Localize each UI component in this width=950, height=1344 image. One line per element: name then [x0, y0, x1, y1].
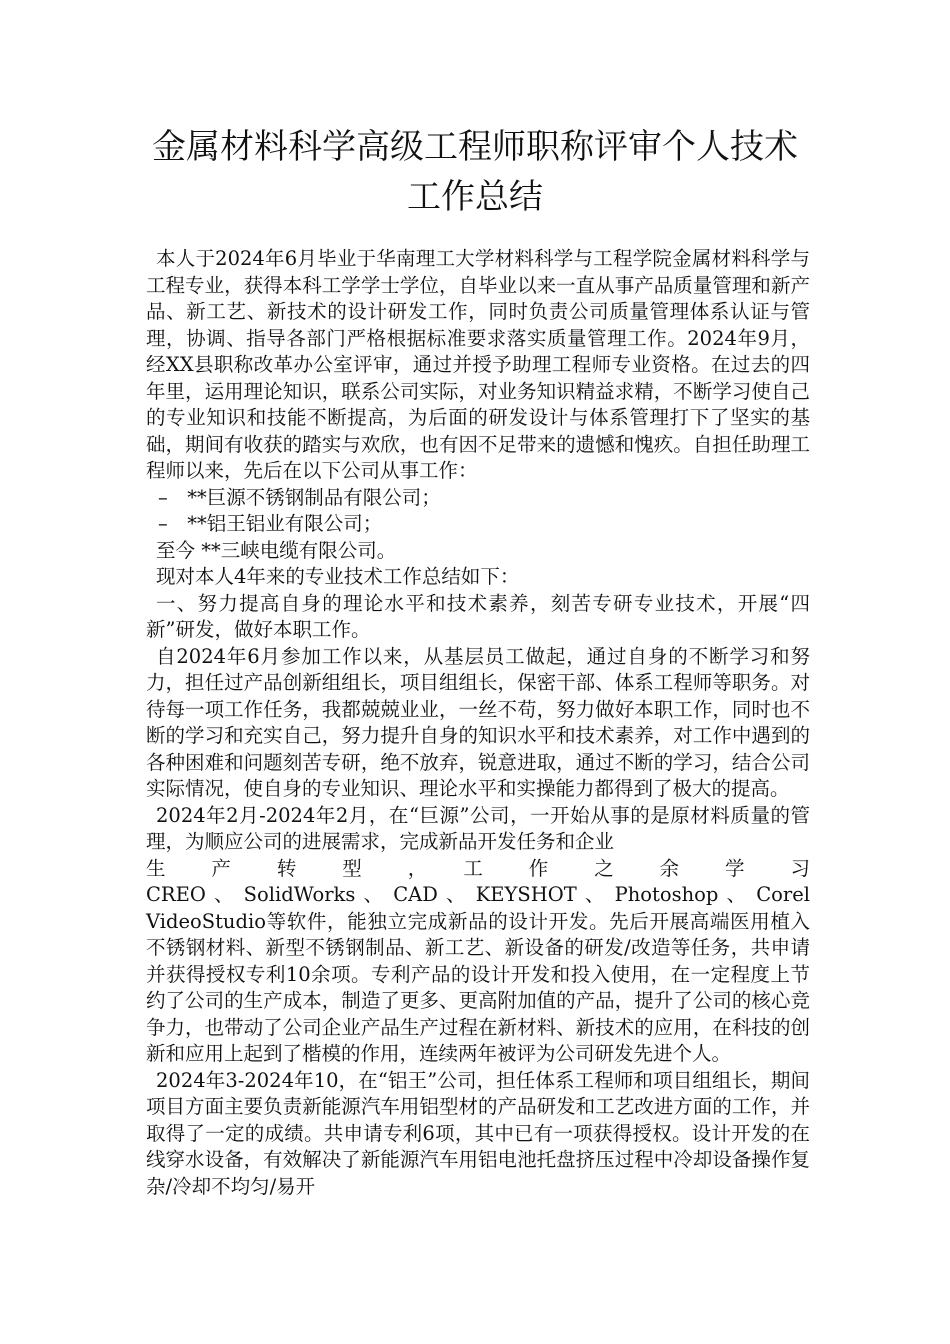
section-heading-1: 一、努力提高自身的理论水平和技术素养，刻苦专研专业技术，开展“四新”研发，做好本职工作。	[146, 591, 810, 641]
paragraph-work-since-2024: 自2024年6月参加工作以来，从基层员工做起，通过自身的不断学习和努力，担任过产品创新组组长，项目组组长，保密干部、体系工程师等职务。对待每一项工作任务，我都兢兢业业，一丝不苟，努力做好本职工作，同时也不断的学习和充实自己，努力提升自身的知识水平和技术素养，对工作中遇到的各种困难和问题刻苦专研，绝不放弃，锐意进取，通过不断的学习，结合公司实际情况，使自身的专业知识、理论水平和实操能力都得到了极大的提高。	[146, 644, 810, 800]
paragraph-intro: 本人于2024年6月毕业于华南理工大学材料科学与工程学院金属材料科学与工程专业，获得本科工学学士学位，自毕业以来一直从事产品质量管理和新产品、新工艺、新技术的设计研发工作，同时负责公司质量管理体系认证与管理，协调、指导各部门严格根据标准要求落实质量管理工作。2024年9月，经XX县职称改革办公室评审，通过并授予助理工程师专业资格。在过去的四年里，运用理论知识，联系公司实际，对业务知识精益求精，不断学习使自己的专业知识和技能不断提高，为后面的研发设计与体系管理打下了坚实的基础，期间有收获的踏实与欢欣，也有因不足带来的遗憾和愧疚。自担任助理工程师以来，先后在以下公司从事工作：	[146, 247, 810, 482]
paragraph-summary-lead: 现对本人4年来的专业技术工作总结如下：	[156, 565, 520, 588]
paragraph-juyuan-continued: VideoStudio等软件，能独立完成新品的设计开发。先后开展高端医用植入不锈钢材料、新型不锈钢制品、新工艺、新设备的研发/改造等任务，共申请并获得授权专利10余项。专利产品的设计开发和投入使用，在一定程度上节约了公司的生产成本，制造了更多、更高附加值的产品，提升了公司的核心竞争力，也带动了公司企业产品生产过程在新材料、新技术的应用，在科技的创新和应用上起到了楷模的作用，连续两年被评为公司研发先进个人。	[146, 909, 810, 1065]
document-body	[146, 246, 810, 1200]
list-item-company-2: – **铝王铝业有限公司；	[158, 512, 383, 535]
document-title: 金属材料科学高级工程师职称评审个人技术工作总结	[152, 127, 798, 217]
paragraph-juyuan-start: 2024年2月-2024年2月，在“巨源”公司，一开始从事的是原材料质量的管理，为顺应公司的进展需求，完成新品开发任务和企业	[146, 803, 810, 853]
paragraph-juyuan-software-line: CREO 、 SolidWorks 、 CAD 、 KEYSHOT 、 Photoshop 、 Corel	[146, 883, 810, 906]
paragraph-juyuan-spaced-line: 生 产 转 型 ， 工 作 之 余 学 习	[146, 856, 810, 880]
list-item-company-1: – **巨源不锈钢制品有限公司；	[158, 485, 441, 509]
paragraph-lvwang: 2024年3-2024年10，在“铝王”公司，担任体系工程师和项目组组长，期间项目方面主要负责新能源汽车用铝型材的产品研发和工艺改进方面的工作，并取得了一定的成绩。共申请专利6项，其中已有一项获得授权。设计开发的在线穿水设备，有效解决了新能源汽车用铝电池托盘挤压过程中冷却设备操作复杂/冷却不均匀/易开	[146, 1068, 810, 1198]
paragraph-current-company: 至今 **三峡电缆有限公司。	[156, 538, 397, 562]
